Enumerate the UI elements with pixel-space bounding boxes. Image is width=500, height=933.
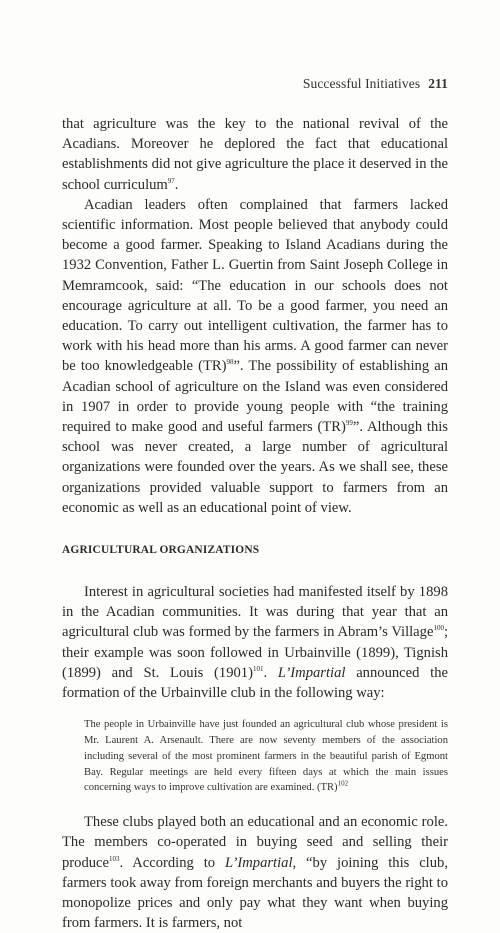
- paragraph-1-end: .: [174, 176, 179, 193]
- block-quote: [84, 717, 448, 796]
- page-body: [62, 114, 448, 933]
- paragraph-2-text-3: ”. Although this school was never created, a large number of agricultural organizations were founded over the years. As we shall see, these organizations provided valuable support to farmers from an economic as well as an educational point of view.: [62, 419, 448, 516]
- paragraph-3-text-3: .: [263, 664, 278, 681]
- running-title: Successful Initiatives: [302, 76, 421, 91]
- running-header: [303, 76, 448, 92]
- footnote-ref-100: 100: [433, 624, 444, 633]
- paragraph-4-text-2: . According to: [119, 854, 225, 871]
- footnote-ref-99: 99: [345, 419, 353, 428]
- footnote-ref-101: 101: [252, 665, 264, 674]
- paragraph-2-text-2: ”. The possibility of establishing an Acadian school of agriculture on the Island was even considered in 1907 in order to provide young people with “the training required to make good and useful farmers (TR): [62, 358, 449, 436]
- footnote-ref-103: 103: [109, 854, 120, 863]
- section-heading: AGRICULTURAL ORGANIZATIONS: [62, 544, 260, 557]
- paragraph-1-text: that agriculture was the key to the national revival of the Acadians. Moreover he deplored the fact that educational establishments did not give agriculture the place it deserved in the school curriculum: [62, 116, 448, 193]
- paragraph-4-text-3: , “by joining this club, farmers took away from foreign merchants and buyers the right to monopolize prices and only pay what they want when buying from farmers. It is farmers, not: [62, 854, 448, 932]
- paragraph-3-text-2: ; their example was soon followed in Urbainville (1899), Tignish (1899) and St. Louis (1901): [62, 624, 448, 681]
- paragraph-3: [62, 582, 448, 703]
- block-quote-text: The people in Urbainville have just founded an agricultural club whose president is Mr. Laurent A. Arsenault. There are now seventy members of the association including several of the most prominent farmers in the beautiful parish of Egmont Bay. Regular meetings are held every fifteen days at which the main issues concerning ways to improve cultivation are examined. (TR): [84, 719, 448, 794]
- footnote-ref-97: 97: [167, 176, 175, 185]
- paragraph-1: [62, 114, 448, 195]
- footnote-ref-102: 102: [337, 779, 349, 788]
- paragraph-4: [62, 812, 448, 933]
- footnote-ref-98: 98: [226, 358, 234, 367]
- paragraph-2: [62, 195, 448, 518]
- paragraph-3-text-4: announced the formation of the Urbainville club in the following way:: [62, 664, 449, 702]
- paragraph-3-text-1: Interest in agricultural societies had manifested itself by 1898 in the Acadian communities. It was during that year that an agricultural club was formed by the farmers in Abram’s Village: [62, 584, 448, 641]
- newspaper-title: L’Impartial: [277, 664, 346, 681]
- newspaper-title-2: L’Impartial: [224, 854, 293, 871]
- page-number: 211: [428, 76, 448, 91]
- paragraph-4-text-1: These clubs played both an educational and an economic role. The members co-operated in buying seed and selling their produce: [62, 814, 448, 871]
- paragraph-2-text-1: Acadian leaders often complained that farmers lacked scientific information. Most people believed that anybody could become a good farmer. Speaking to Island Acadians during the 1932 Convention, Father L. Guertin from Saint Joseph College in Memramcook, said: “The education in our schools does not encourage agriculture at all. To be a good farmer, you need an education. To carry out intelligent cultivation, the farmer has to work with his head more than his arms. A good farmer can never be too knowledgeable (TR): [62, 196, 448, 375]
